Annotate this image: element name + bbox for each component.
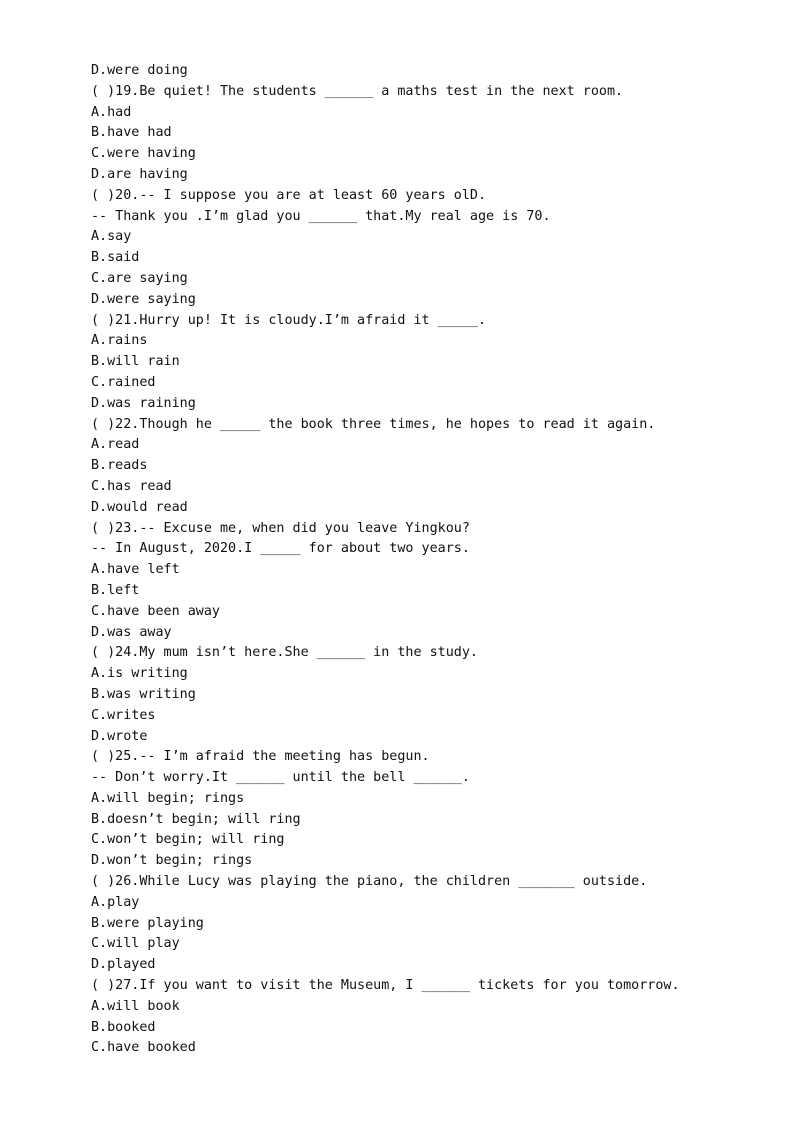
option-line: A.play [91,894,140,910]
option-line: B.doesn’t begin; will ring [91,811,301,827]
option-line: D.played [91,957,156,973]
question-19: ( )19.Be quiet! The students ______ a maths test in the next room. [91,83,624,99]
option-line: A.rains [91,333,148,349]
option-line: A.will begin; rings [91,790,245,806]
option-line: C.have booked [91,1040,196,1056]
option-line: D.wrote [91,728,148,744]
question-25-dialogue: -- Don’t worry.It ______ until the bell ______. [91,770,470,786]
document-page [91,61,771,1059]
option-line: A.read [91,437,140,453]
option-line: A.say [91,229,132,245]
option-line: D.are having [91,166,188,182]
option-line: C.will play [91,936,180,952]
question-25: ( )25.-- I’m afraid the meeting has begun. [91,749,430,765]
question-22: ( )22.Though he _____ the book three times, he hopes to read it again. [91,416,656,432]
question-23: ( )23.-- Excuse me, when did you leave Yingkou? [91,520,470,536]
option-line: D.would read [91,499,188,515]
question-20: ( )20.-- I suppose you are at least 60 years olD. [91,187,487,203]
option-line: A.had [91,104,132,120]
option-line: D.won’t begin; rings [91,853,253,869]
option-line: C.rained [91,374,156,390]
option-line: C.has read [91,478,172,494]
option-line: C.writes [91,707,156,723]
option-line: B.booked [91,1019,156,1035]
option-line: B.have had [91,125,172,141]
question-26: ( )26.While Lucy was playing the piano, the children _______ outside. [91,874,648,890]
option-line: C.won’t begin; will ring [91,832,285,848]
option-line: A.have left [91,562,180,578]
option-line: A.will book [91,998,180,1014]
option-line: B.was writing [91,686,196,702]
option-line: D.was away [91,624,172,640]
option-line: B.said [91,250,140,266]
option-line: B.left [91,582,140,598]
option-line: B.reads [91,458,148,474]
option-line: B.were playing [91,915,204,931]
option-line: A.is writing [91,666,188,682]
option-line: D.were doing [91,63,188,78]
option-line: D.was raining [91,395,196,411]
option-line: C.are saying [91,270,188,286]
question-21: ( )21.Hurry up! It is cloudy.I’m afraid it _____. [91,312,487,328]
question-24: ( )24.My mum isn’t here.She ______ in the study. [91,645,478,661]
option-line: B.will rain [91,354,180,370]
question-27: ( )27.If you want to visit the Museum, I ______ tickets for you tomorrow. [91,978,680,994]
question-23-dialogue: -- In August, 2020.I _____ for about two years. [91,541,470,557]
option-line: C.were having [91,146,196,162]
question-20-dialogue: -- Thank you .I’m glad you ______ that.My real age is 70. [91,208,551,224]
option-line: D.were saying [91,291,196,307]
option-line: C.have been away [91,603,220,619]
